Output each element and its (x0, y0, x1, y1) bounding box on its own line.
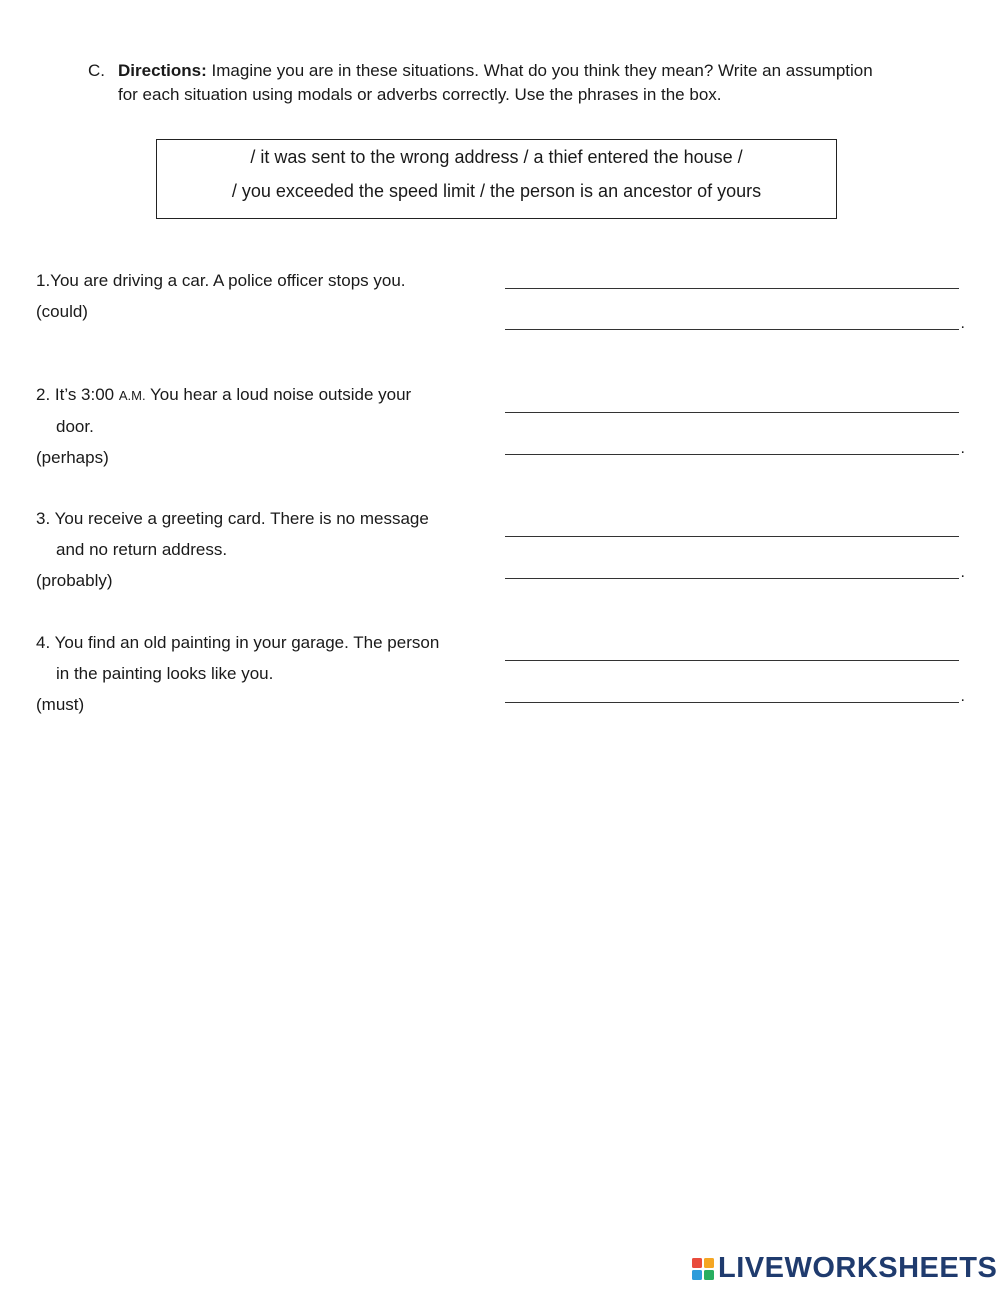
answer-4-input-1[interactable] (505, 634, 967, 658)
answer-2-input-2[interactable] (505, 428, 967, 452)
question-2-time: A.M. (118, 388, 146, 403)
question-2 (36, 379, 486, 473)
logo-text: LIVEWORKSHEETS (718, 1252, 998, 1284)
answer-4-input-2[interactable] (505, 676, 967, 700)
question-4-hint: (must) (36, 695, 85, 714)
answer-1-line-1[interactable] (505, 288, 959, 289)
liveworksheets-logo (692, 1252, 998, 1286)
logo-cube-icon (692, 1258, 714, 1280)
directions-line-2: for each situation using modals or adverbs correctly. Use the phrases in the box. (118, 85, 722, 104)
question-2-hint: (perhaps) (36, 448, 109, 467)
directions (88, 59, 948, 107)
question-3-hint: (probably) (36, 571, 113, 590)
question-1-hint: (could) (36, 302, 88, 321)
answer-1-line-2[interactable] (505, 329, 959, 330)
phrase-box (156, 139, 837, 219)
directions-text (118, 59, 948, 107)
answer-3-line-2[interactable] (505, 578, 959, 579)
logo-cube-tile-3 (692, 1270, 702, 1280)
answer-2-input-1[interactable] (505, 386, 967, 410)
question-3-text-cont: and no return address. (56, 540, 228, 559)
directions-label: Directions: (118, 61, 207, 80)
answer-1-input-1[interactable] (505, 262, 967, 286)
question-2-text-b: You hear a loud noise outside your (145, 385, 412, 404)
question-2-text-a: 2. It’s 3:00 (36, 385, 119, 404)
answer-3-line-1[interactable] (505, 536, 959, 537)
answer-4-line-2[interactable] (505, 702, 959, 703)
question-4-text-cont: in the painting looks like you. (56, 664, 274, 683)
answer-1-input-2[interactable] (505, 303, 967, 327)
question-3-text: 3. You receive a greeting card. There is no message (36, 509, 429, 528)
question-2-text-cont: door. (56, 417, 94, 436)
question-1 (36, 265, 486, 327)
logo-cube-tile-4 (704, 1270, 714, 1280)
phrase-box-line-2: / you exceeded the speed limit / the person is an ancestor of yours (231, 181, 762, 201)
logo-cube-tile-2 (704, 1258, 714, 1268)
question-1-text: 1.You are driving a car. A police officer stops you. (36, 271, 406, 290)
answer-3-input-1[interactable] (505, 510, 967, 534)
directions-line-1: Imagine you are in these situations. What do you think they mean? Write an assumption (211, 61, 873, 80)
question-4-text: 4. You find an old painting in your garage. The person (36, 633, 440, 652)
logo-cube-tile-1 (692, 1258, 702, 1268)
answer-3-input-2[interactable] (505, 552, 967, 576)
question-3 (36, 503, 486, 596)
question-4 (36, 627, 486, 720)
answer-2-line-1[interactable] (505, 412, 959, 413)
answer-4-line-1[interactable] (505, 660, 959, 661)
section-letter: C. (88, 61, 105, 80)
phrase-box-line-1: / it was sent to the wrong address / a thief entered the house / (250, 147, 743, 167)
answer-2-line-2[interactable] (505, 454, 959, 455)
